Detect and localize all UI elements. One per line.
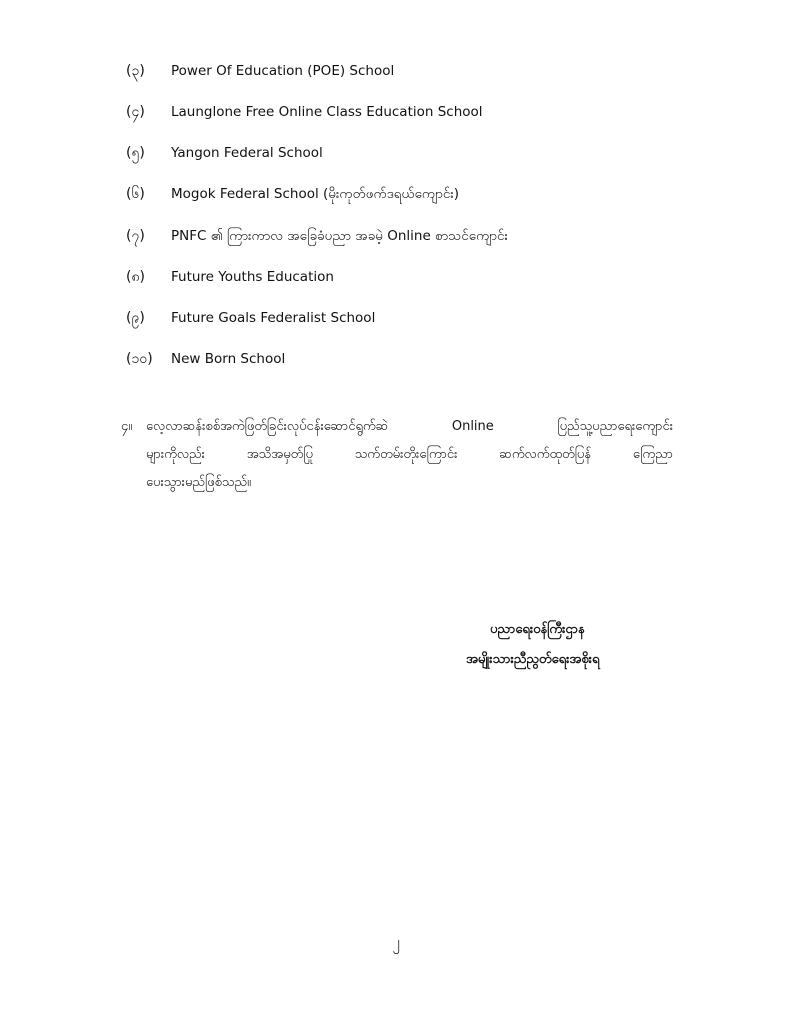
paragraph-line: ပေးသွားမည်ဖြစ်သည်။ — [146, 475, 251, 490]
list-item-text: Yangon Federal School — [171, 145, 323, 161]
list-item-text: Future Goals Federalist School — [171, 310, 376, 326]
list-item-number: (၈) — [126, 269, 145, 285]
paragraph-line: များကိုလည်း အသိအမှတ်ပြု သက်တမ်းတိုးကြောင်း ဆက်လက်ထုတ်ပြန် ကြေညာ — [146, 447, 673, 462]
list-item — [126, 142, 323, 164]
list-item — [126, 307, 375, 329]
list-item-number: (၆) — [126, 186, 145, 202]
list-item-number: (၉) — [126, 310, 145, 326]
list-item-text: New Born School — [171, 351, 286, 367]
list-item-number: (၃) — [126, 63, 145, 79]
list-item-number: (၁၀) — [126, 351, 153, 367]
list-item-text: Power Of Education (POE) School — [171, 63, 395, 79]
signature-ministry: ပညာရေးဝန်ကြီးဌာန — [490, 622, 585, 637]
list-item — [126, 101, 483, 123]
page-number: ၂ — [392, 933, 400, 951]
list-item — [126, 225, 508, 247]
list-item — [126, 266, 334, 288]
paragraph-line: လေ့လာဆန်းစစ်အကဲဖြတ်ခြင်းလုပ်ငန်းဆောင်ရွက်ဆဲ Online ပြည်သူ့ပညာရေးကျောင်း — [146, 419, 673, 434]
list-item-number: (၇) — [126, 228, 145, 244]
paragraph-number: ၄။ — [121, 419, 133, 434]
list-item-text: Mogok Federal School (မိုးကုတ်ဖက်ဒရယ်ကျောင်း) — [171, 186, 460, 202]
list-item — [126, 348, 285, 370]
list-item-text: Launglone Free Online Class Education School — [171, 104, 483, 120]
signature-government: အမျိုးသားညီညွတ်ရေးအစိုးရ — [466, 652, 600, 667]
list-item-text: PNFC ၏ ကြားကာလ အခြေခံပညာ အခမဲ့ Online စာသင်ကျောင်း — [171, 228, 508, 244]
list-item-number: (၅) — [126, 145, 145, 161]
list-item — [126, 183, 459, 205]
list-item — [126, 60, 394, 82]
list-item-text: Future Youths Education — [171, 269, 334, 285]
list-item-number: (၄) — [126, 104, 145, 120]
